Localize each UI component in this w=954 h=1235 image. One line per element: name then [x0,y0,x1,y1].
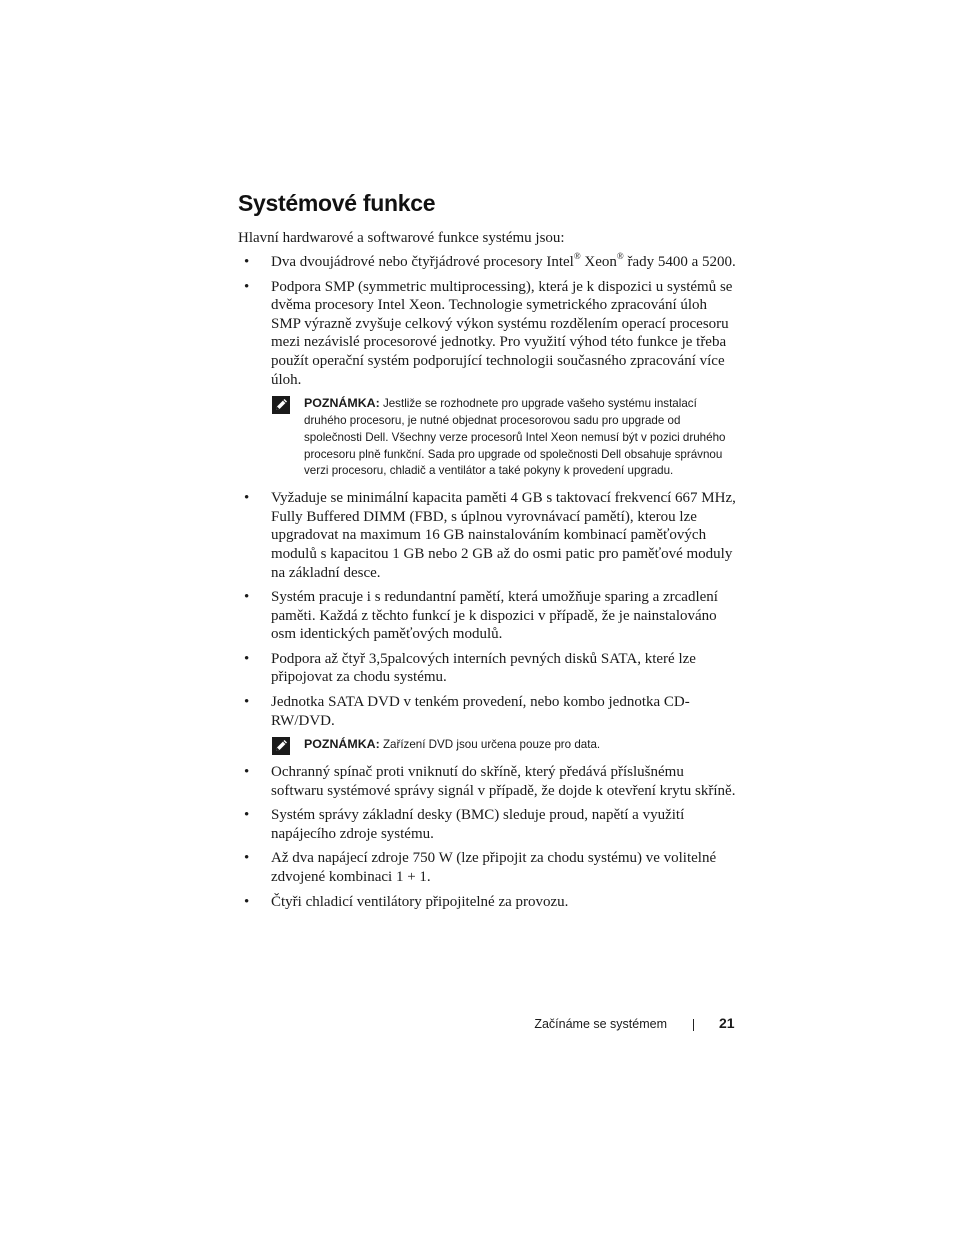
note-box [238,736,738,754]
bullet-marker: • [244,807,250,824]
bullet-marker: • [244,278,250,295]
list-item: • Podpora až čtyř 3,5palcových interních pevných disků SATA, které lze připojovat za chodu systému. [244,650,696,686]
note-label: POZNÁMKA: [304,737,380,752]
bullet-marker: • [244,850,250,867]
footer-chapter: Začínáme se systémem [534,1017,667,1031]
list-item: • Až dva napájecí zdroje 750 W (lze připojit za chodu systému) ve volitelné zdvojené kombinaci 1 + 1. [244,850,717,886]
section-title: Systémové funkce [238,190,436,216]
note-box [238,395,738,480]
bullet-marker: • [244,764,250,781]
list-item: • Systém pracuje i s redundantní pamětí, která umožňuje sparing a zrcadlení paměti. Každá z těchto funkcí je k dispozici v případě, že je nainstalováno osm identických paměťových modulů. [244,589,718,643]
bullet-marker: • [244,893,250,910]
registered-mark: ® [573,251,581,261]
bullet-marker: • [244,650,250,667]
bullet-marker: • [244,490,250,507]
page-number: 21 [719,1015,735,1031]
list-item: • Podpora SMP (symmetric multiprocessing), která je k dispozici u systémů se dvěma procesory Intel Xeon. Technologie symetrického zpracování úloh SMP výrazně zvyšuje celkový výkon systému rozdělením operací procesoru mezi nezávislé procesorové jednotky. Pro využití výhod této funkce je třeba použít operační systém podporující technologii současného zpracování více úloh. [244,278,733,388]
bullet-marker: • [244,589,250,606]
intro-paragraph: Hlavní hardwarové a softwarové funkce systému jsou: [238,230,565,246]
list-item: • Dva dvoujádrové nebo čtyřjádrové procesory Intel® Xeon® řady 5400 a 5200. [244,251,736,270]
note-pencil-icon [272,737,290,755]
bullet-marker: • [244,254,250,270]
list-item: • Jednotka SATA DVD v tenkém provedení, nebo kombo jednotka CD-RW/DVD. [244,694,690,729]
list-item: • Systém správy základní desky (BMC) sleduje proud, napětí a využití napájecího zdroje systému. [244,807,685,842]
list-item: • Ochranný spínač proti vniknutí do skříně, který předává příslušnému softwaru systémové správy signál v případě, že dojde k otevření krytu skříně. [244,764,736,799]
bullet-marker: • [244,694,250,711]
note-pencil-icon [272,396,290,414]
list-item: • Vyžaduje se minimální kapacita paměti 4 GB s taktovací frekvencí 667 MHz, Fully Buffered DIMM (FBD, s úplnou vyrovnávací pamětí), kterou lze upgradovat na maximum 16 GB nainstalováním kombinací paměťových modulů s kapacitou 1 GB nebo 2 GB až do osmi patic pro paměťové moduly na základní desce. [244,490,736,581]
list-item: • Čtyři chladicí ventilátory připojitelné za provozu. [244,893,569,910]
note-text: Zařízení DVD jsou určena pouze pro data. [379,738,601,752]
note-text: Jestliže se rozhodnete pro upgrade vašeho systému instalací druhého procesoru, je nutné objednat procesorovou sadu pro upgrade od společnosti Dell. Všechny verze procesorů Intel Xeon nemusí být v pozici druhého procesoru plně funkční. Sada pro upgrade od společnosti Dell obsahuje správnou verzi procesoru, chladič a ventilátor a také pokyny k provedení upgradu. [304,397,726,478]
footer-separator [693,1019,694,1031]
feature-list [238,253,738,917]
note-label: POZNÁMKA: [304,396,380,411]
registered-mark: ® [616,251,624,261]
